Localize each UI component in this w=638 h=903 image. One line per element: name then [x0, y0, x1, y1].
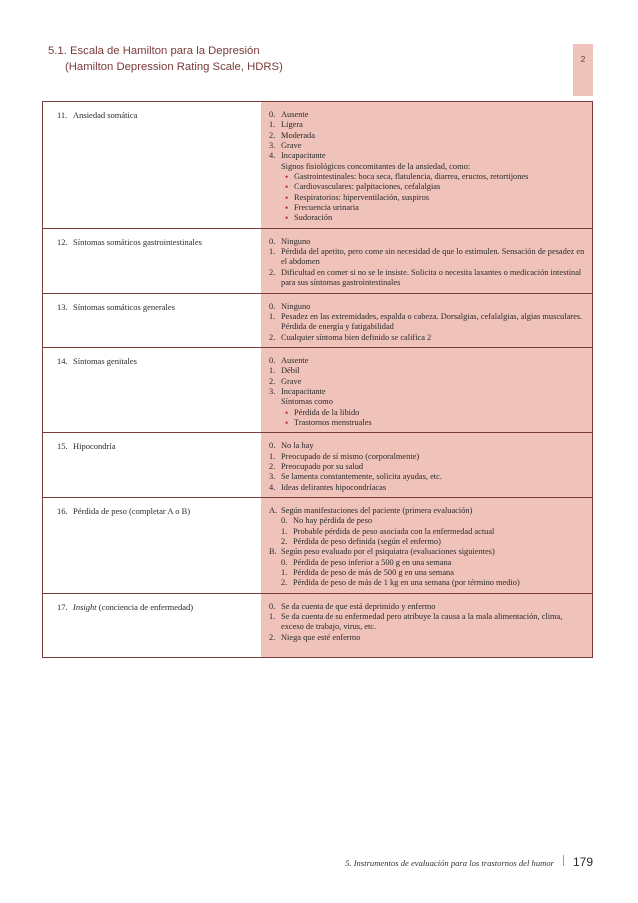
signs-intro: Síntomas como — [281, 397, 333, 407]
option-line — [269, 366, 586, 376]
item-text: Grave — [281, 376, 302, 386]
item-number: 0. — [269, 110, 276, 119]
option-line — [269, 237, 586, 247]
item-text: Ninguno — [281, 301, 311, 311]
item-text: Ideas delirantes hipocondríacas — [281, 482, 387, 492]
option-line — [269, 633, 586, 643]
item-number: 2. — [269, 632, 276, 642]
item-text: Moderada — [281, 130, 315, 140]
hamilton-scale-table — [42, 101, 593, 658]
item-text: Pesadez en las extremidades, espalda o cabeza. Dorsalgias, cefalalgias, algias musculares. Pérdida de energía y fatigabilidad — [281, 311, 583, 332]
option-line — [269, 247, 586, 268]
item-number: 3. — [269, 141, 276, 151]
item-number-label: 12. — [57, 236, 68, 247]
item-label: Pérdida de peso (completar A o B) — [73, 506, 191, 516]
item-text: Ausente — [281, 110, 309, 119]
bullet-item — [269, 418, 586, 428]
table-row — [43, 348, 592, 433]
item-text: Ligera — [281, 120, 303, 130]
option-line — [269, 356, 586, 366]
option-line — [269, 120, 586, 130]
item-label-cell — [43, 594, 261, 657]
item-number: B. — [269, 547, 277, 557]
option-line — [269, 131, 586, 141]
option-line — [269, 547, 586, 557]
item-text: Se da cuenta de que está deprimido y enfermo — [281, 601, 436, 611]
bullet-icon: • — [285, 192, 289, 203]
item-options-cell — [261, 294, 592, 347]
table-row — [43, 594, 592, 657]
item-label: Síntomas somáticos gastrointestinales — [73, 236, 202, 247]
table-row — [43, 294, 592, 348]
item-number: 0. — [269, 301, 276, 311]
item-number: 0. — [269, 601, 276, 611]
item-number: 2. — [269, 332, 276, 342]
option-line — [269, 483, 586, 493]
item-number: 4. — [269, 482, 276, 492]
bullet-icon: • — [285, 203, 289, 214]
sub-option-line — [269, 527, 586, 537]
item-number: 2. — [269, 267, 276, 277]
item-text: Según manifestaciones del paciente (primera evaluación) — [281, 506, 473, 515]
item-options-cell — [261, 433, 592, 497]
option-line — [269, 612, 586, 633]
bullet-text: Frecuencia urinaria — [294, 203, 359, 213]
header-title-line1: 5.1. Escala de Hamilton para la Depresión — [48, 45, 260, 57]
bullet-text: Gastrointestinales: boca seca, flatulencia, diarrea, eructos, retortijones — [294, 172, 529, 182]
item-text: Débil — [281, 366, 300, 376]
item-number: 1. — [281, 568, 288, 578]
bullet-item — [269, 193, 586, 203]
item-number: 2. — [269, 461, 276, 471]
item-label-cell — [43, 294, 261, 347]
item-options-cell — [261, 498, 592, 593]
item-number-label: 15. — [57, 441, 68, 452]
bullet-icon: • — [285, 407, 289, 418]
bullet-item — [269, 213, 586, 223]
item-label: (conciencia de enfermedad) — [96, 601, 194, 612]
bullet-text: Cardiovasculares: palpitaciones, cefalalgias — [294, 182, 441, 192]
item-number: 0. — [281, 516, 288, 526]
item-number-label: 11. — [57, 110, 68, 120]
item-text: Pérdida del apetito, pero come sin necesidad de que lo estimulen. Sensación de pesadez en el abdomen — [281, 247, 585, 267]
item-label: Síntomas genitales — [73, 355, 137, 366]
item-number-label: 16. — [57, 506, 68, 516]
item-text: Incapacitante — [281, 386, 326, 396]
option-line — [269, 110, 586, 120]
bullet-icon: • — [285, 417, 289, 428]
option-line — [269, 602, 586, 612]
item-text: Pérdida de peso de más de 1 kg en una semana (por término medio) — [293, 578, 520, 588]
item-number: 2. — [269, 376, 276, 386]
item-label-cell — [43, 433, 261, 497]
sub-option-line — [269, 558, 586, 568]
option-line — [269, 141, 586, 151]
item-label-cell — [43, 348, 261, 432]
header-title-line2: (Hamilton Depression Rating Scale, HDRS) — [65, 61, 283, 73]
option-line — [269, 506, 586, 516]
page-header — [48, 43, 283, 75]
option-line — [269, 462, 586, 472]
item-text: Según peso evaluado por el psiquiatra (evaluaciones siguientes) — [281, 547, 495, 557]
item-text: Dificultad en comer si no se le insiste. Solicita o necesita laxantes o medicación intestinal para sus síntomas gastrointestinales — [281, 267, 582, 288]
table-row — [43, 433, 592, 498]
bullet-text: Pérdida de la libido — [294, 407, 360, 417]
bullet-text: Sudoración — [294, 213, 333, 223]
item-number: 1. — [269, 366, 276, 376]
item-label-italic: Insight — [73, 601, 97, 612]
option-line — [269, 377, 586, 387]
item-number: 1. — [281, 526, 288, 536]
item-number: 3. — [269, 472, 276, 482]
bullet-icon: • — [285, 213, 289, 224]
option-line — [269, 333, 586, 343]
item-number: 1. — [269, 311, 276, 321]
footer-text: 5. Instrumentos de evaluación para los trastornos del humor — [345, 858, 554, 868]
item-text: Pérdida de peso de más de 500 g en una semana — [293, 568, 454, 578]
option-line — [269, 151, 586, 161]
item-text: Ausente — [281, 355, 309, 365]
bullet-icon: • — [285, 182, 289, 193]
item-text: Pérdida de peso definida (según el enfermo) — [293, 537, 441, 547]
item-number: 1. — [269, 247, 276, 257]
item-text: Se lamenta constantemente, solicita ayudas, etc. — [281, 472, 442, 482]
item-number: 0. — [269, 441, 276, 451]
item-number-label: 13. — [57, 301, 68, 312]
item-number: 2. — [269, 130, 276, 140]
page-footer — [327, 855, 593, 869]
item-text: Preocupado de sí mismo (corporalmente) — [281, 451, 420, 461]
option-line — [269, 441, 586, 451]
item-number: A. — [269, 506, 278, 515]
item-options-cell — [261, 348, 592, 432]
item-label-cell — [43, 498, 261, 593]
bullet-text: Trastornos menstruales — [294, 417, 372, 427]
item-label: Hipocondría — [73, 441, 116, 452]
chapter-tab: 2 — [573, 44, 593, 96]
table-row — [43, 229, 592, 294]
item-number: 0. — [269, 236, 276, 246]
item-text: Incapacitante — [281, 151, 326, 161]
item-label: Síntomas somáticos generales — [73, 301, 175, 312]
item-number: 4. — [269, 151, 276, 161]
item-text: Cualquier síntoma bien definido se califica 2 — [281, 332, 432, 342]
table-row — [43, 102, 592, 229]
item-number: 1. — [269, 451, 276, 461]
item-text: No la hay — [281, 441, 314, 451]
item-text: Grave — [281, 141, 302, 151]
item-number: 0. — [281, 557, 288, 567]
sub-option-line — [269, 568, 586, 578]
option-line — [269, 452, 586, 462]
item-text: Niega que esté enfermo — [281, 632, 361, 642]
item-label: Ansiedad somática — [73, 110, 138, 120]
item-options-cell — [261, 229, 592, 293]
sub-option-line — [269, 578, 586, 588]
item-number: 3. — [269, 386, 276, 396]
option-line — [269, 312, 586, 333]
item-number-label: 17. — [57, 601, 68, 612]
option-line — [269, 302, 586, 312]
item-text: Ninguno — [281, 236, 311, 246]
item-label-cell — [43, 102, 261, 228]
signs-intro: Signos fisiológicos concomitantes de la ansiedad, como: — [281, 161, 471, 171]
bullet-item — [269, 408, 586, 418]
option-line — [269, 387, 586, 397]
item-number: 2. — [281, 537, 288, 547]
item-number: 1. — [269, 120, 276, 130]
page-number: 179 — [572, 855, 593, 869]
bullet-text: Respiratorios: hiperventilación, suspiros — [294, 192, 430, 202]
sub-option-line — [269, 537, 586, 547]
bullet-icon: • — [285, 172, 289, 183]
item-text: No hay pérdida de peso — [293, 516, 373, 526]
item-number: 2. — [281, 578, 288, 588]
option-line — [269, 472, 586, 482]
bullet-item — [269, 203, 586, 213]
table-row — [43, 498, 592, 594]
footer-separator — [563, 855, 564, 866]
item-options-cell — [261, 594, 592, 657]
item-text: Probable pérdida de peso asociada con la enfermedad actual — [293, 526, 495, 536]
bullet-item — [269, 172, 586, 182]
item-label-cell — [43, 229, 261, 293]
item-number-label: 14. — [57, 355, 68, 366]
item-text: Se da cuenta de su enfermedad pero atribuye la causa a la mala alimentación, clima, exceso de trabajo, virus, etc. — [281, 612, 563, 632]
item-text: Pérdida de peso inferior a 500 g en una semana — [293, 557, 452, 567]
sub-option-line — [269, 516, 586, 526]
item-number: 0. — [269, 355, 276, 365]
bullet-item — [269, 182, 586, 192]
item-options-cell — [261, 102, 592, 228]
item-text: Preocupado por su salud — [281, 461, 364, 471]
item-number: 1. — [269, 612, 276, 622]
option-line — [269, 268, 586, 289]
